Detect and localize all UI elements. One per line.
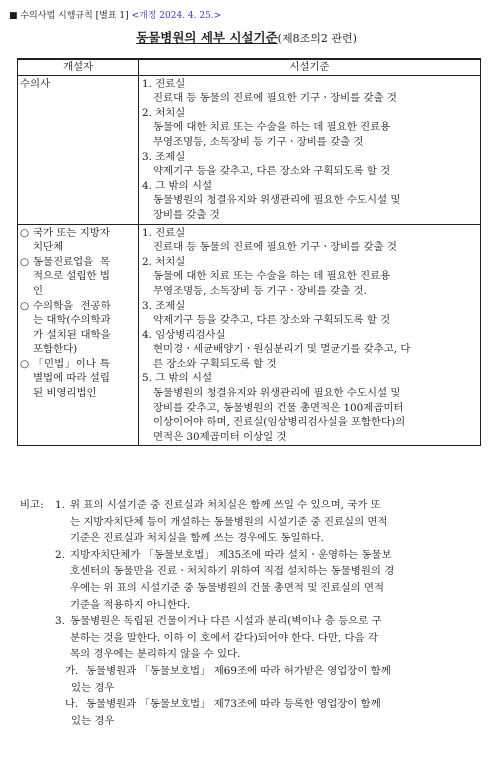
remark-line: 동물병원은 독립된 건물이거나 다른 시설과 분리(벽이나 층 등으로 구 bbox=[70, 615, 382, 628]
opener-text: 적으로 설립한 법 bbox=[33, 270, 110, 283]
opener-cell: 수의사 bbox=[18, 75, 139, 224]
column-header-standards: 시설기준 bbox=[139, 59, 481, 75]
opener-text: 수의학을 전공하 bbox=[33, 299, 111, 312]
table-row bbox=[18, 75, 481, 224]
item-text: 동물병원의 청결유지와 위생관리에 필요한 수도시설 및 bbox=[153, 387, 401, 400]
item-heading: 4. 그 밖의 시설 bbox=[142, 179, 213, 192]
remark-number: 3. bbox=[55, 615, 65, 628]
standard-item bbox=[142, 226, 477, 255]
standard-item bbox=[142, 371, 477, 444]
standards-cell bbox=[139, 224, 481, 446]
remark-line: 지방자치단체가 「동물보호법」 제35조에 따라 설치ㆍ운영하는 동물보 bbox=[70, 548, 392, 561]
item-text: 진료대 등 동물의 진료에 필요한 기구ㆍ장비를 갖출 것 bbox=[153, 241, 397, 254]
remark-line: 위 표의 시설기준 중 진료실과 처치실은 함께 쓰일 수 있으며, 국가 또 bbox=[70, 499, 381, 511]
form-header bbox=[9, 8, 221, 21]
document-title bbox=[0, 27, 493, 46]
opener-entry bbox=[20, 299, 136, 357]
item-text: 이상이어야 하며, 진료실(임상병리검사실을 포함한다)의 bbox=[153, 416, 406, 429]
opener-text: 치단체 bbox=[33, 241, 64, 254]
standard-item bbox=[142, 328, 477, 372]
remark-line: 는 지방자치단체 등이 개설하는 동물병원의 시설기준 중 진료실의 면적 bbox=[70, 515, 388, 528]
remark-text bbox=[20, 497, 475, 547]
remark-line: 분하는 것을 말한다. 이하 이 호에서 같다)되어야 한다. 다만, 다음 각 bbox=[70, 631, 378, 644]
item-text: 동물에 대한 치료 또는 수술을 하는 데 필요한 진료용 bbox=[153, 121, 391, 134]
title-main: 동물병원의 세부 시설기준 bbox=[136, 30, 278, 45]
standard-item bbox=[142, 179, 477, 223]
item-heading: 3. 조제실 bbox=[142, 299, 186, 312]
remark-subnumber: 가. bbox=[65, 664, 79, 677]
item-text: 장비를 갖출 것 bbox=[153, 208, 220, 221]
opener-text: 된 비영리법인 bbox=[33, 387, 97, 400]
opener-entry bbox=[20, 255, 136, 299]
opener-text: 는 대학(수의학과 bbox=[33, 314, 111, 327]
standard-item bbox=[142, 150, 477, 179]
opener-text: 동물진료업을 목 bbox=[33, 255, 110, 268]
remark-text bbox=[20, 696, 475, 729]
item-text: 른 장소와 구획되도록 할 것 bbox=[153, 357, 277, 370]
remarks-label: 비고: bbox=[20, 499, 44, 511]
remark-line: 목의 경우에는 분리하지 않을 수 있다. bbox=[70, 648, 241, 661]
remark-line: 기준은 진료실과 처치실을 함께 쓰는 경우에도 동일하다. bbox=[70, 532, 324, 545]
item-heading: 3. 조제실 bbox=[142, 150, 186, 163]
item-heading: 1. 진료실 bbox=[142, 226, 186, 239]
opener-text: 인 bbox=[33, 284, 44, 297]
remark-line: 호센터의 동물만을 진료ㆍ처치하기 위하여 직접 설치하는 동물병원의 경 bbox=[70, 565, 395, 578]
remark-number: 2. bbox=[55, 548, 65, 561]
opener-text: 국가 또는 지방자 bbox=[33, 226, 110, 239]
circle-bullet-icon: ○ bbox=[20, 226, 30, 239]
column-header-opener: 개설자 bbox=[18, 59, 139, 75]
item-text: 무영조명등, 소독장비 등 기구ㆍ장비를 갖출 것. bbox=[153, 284, 367, 297]
item-text: 진료대 등 동물의 진료에 필요한 기구ㆍ장비를 갖출 것 bbox=[153, 92, 397, 105]
circle-bullet-icon: ○ bbox=[20, 255, 30, 268]
item-text: 장비를 갖추고, 동물병원의 건물 총면적은 100제곱미터 bbox=[153, 401, 404, 414]
item-heading: 2. 처치실 bbox=[142, 255, 186, 268]
opener-text: 별법에 따라 설립 bbox=[33, 372, 110, 385]
amendment-date: <개정 2024. 4. 25.> bbox=[131, 11, 222, 21]
item-text: 현미경ㆍ세균배양기ㆍ원심분리기 및 멸균기를 갖추고, 다 bbox=[153, 343, 411, 356]
opener-entry bbox=[20, 226, 136, 255]
remark-text bbox=[20, 613, 475, 663]
standards-cell bbox=[139, 75, 481, 224]
form-reference: ■ 수의사법 시행규칙 [별표 1] bbox=[9, 11, 129, 21]
remarks-section bbox=[20, 497, 475, 729]
remark-item bbox=[20, 497, 475, 547]
item-text: 약제기구 등을 갖추고, 다른 장소와 구획되도록 할 것 bbox=[153, 165, 391, 178]
table-row bbox=[18, 224, 481, 446]
remark-line: 동물병원과 「동물보호법」 제69조에 따라 허가받은 영업장이 함께 bbox=[86, 664, 391, 677]
standard-item bbox=[142, 299, 477, 328]
item-text: 동물병원의 청결유지와 위생관리에 필요한 수도시설 및 bbox=[153, 194, 401, 207]
remark-line: 우에는 위 표의 시설기준 중 동물병원의 건물 총면적 및 진료실의 면적 bbox=[70, 581, 385, 594]
circle-bullet-icon: ○ bbox=[20, 357, 30, 370]
remark-item bbox=[20, 613, 475, 663]
remark-subitem bbox=[20, 696, 475, 729]
remark-item bbox=[20, 547, 475, 613]
standard-item bbox=[142, 255, 477, 299]
opener-text: 포함한다) bbox=[33, 343, 78, 356]
remark-text bbox=[20, 663, 475, 696]
item-text: 면적은 30제곱미터 이상일 것 bbox=[153, 430, 287, 443]
remark-subnumber: 나. bbox=[65, 698, 79, 711]
remark-line: 동물병원과 「동물보호법」 제73조에 따라 등록한 영업장이 함께 bbox=[86, 698, 381, 711]
remark-text bbox=[20, 547, 475, 613]
opener-text: 「민법」이나 특 bbox=[33, 357, 110, 370]
circle-bullet-icon: ○ bbox=[20, 299, 30, 312]
item-heading: 1. 진료실 bbox=[142, 77, 186, 90]
item-heading: 2. 처치실 bbox=[142, 106, 186, 119]
remark-line: 있는 경우 bbox=[71, 714, 115, 727]
remark-number: 1. bbox=[55, 499, 65, 511]
item-text: 무영조명등, 소독장비 등 기구ㆍ장비를 갖출 것 bbox=[153, 135, 364, 148]
standard-item bbox=[142, 106, 477, 150]
standard-item bbox=[142, 77, 477, 106]
item-heading: 4. 임상병리검사실 bbox=[142, 328, 226, 341]
item-text: 동물에 대한 치료 또는 수술을 하는 데 필요한 진료용 bbox=[153, 270, 391, 283]
remark-subitem bbox=[20, 663, 475, 696]
item-heading: 5. 그 밖의 시설 bbox=[142, 372, 213, 385]
table-header-row bbox=[18, 59, 481, 75]
remark-line: 기준을 적용하지 아니한다. bbox=[70, 598, 191, 611]
opener-entry bbox=[20, 357, 136, 401]
item-text: 약제기구 등을 갖추고, 다른 장소와 구획되도록 할 것 bbox=[153, 314, 391, 327]
opener-cell bbox=[18, 224, 139, 446]
opener-text: 가 설치된 대학을 bbox=[33, 328, 111, 341]
remark-line: 있는 경우 bbox=[71, 681, 115, 694]
title-sub: (제8조의2 관련) bbox=[277, 32, 357, 45]
facility-standards-table bbox=[17, 58, 481, 446]
